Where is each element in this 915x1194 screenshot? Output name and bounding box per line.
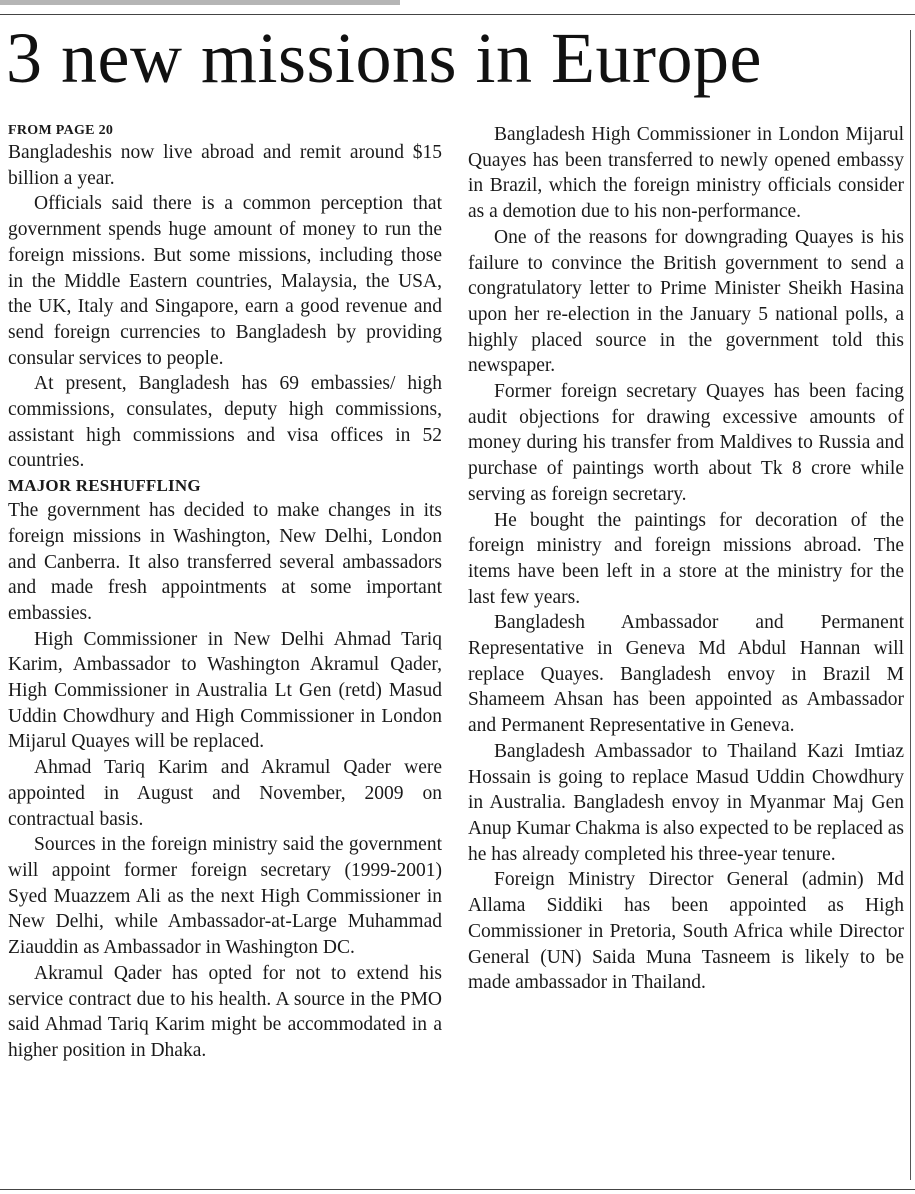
left-column xyxy=(8,122,442,1064)
paragraph: Bangladesh Ambassador and Permanent Representative in Geneva Md Abdul Hannan will replace Quayes. Bangladesh envoy in Brazil M Shameem Ahsan has been appointed as Ambassador and Permanent Representative in Geneva. xyxy=(468,612,904,737)
paragraph: Ahmad Tariq Karim and Akramul Qader were appointed in August and November, 2009 on contractual basis. xyxy=(8,757,442,830)
paragraph: He bought the paintings for decoration of the foreign ministry and foreign missions abroad. The items have been left in a store at the ministry for the last few years. xyxy=(468,509,904,608)
paragraph: Bangladesh High Commissioner in London Mijarul Quayes has been transferred to newly opened embassy in Brazil, which the foreign ministry officials consider as a demotion due to his non-performance. xyxy=(468,124,904,223)
right-column xyxy=(468,122,904,996)
paragraph: Akramul Qader has opted for not to extend his service contract due to his health. A source in the PMO said Ahmad Tariq Karim might be accommodated in a higher position in Dhaka. xyxy=(8,962,442,1061)
paragraph: Former foreign secretary Quayes has been facing audit objections for drawing excessive amounts of money during his transfer from Maldives to Russia and purchase of paintings worth about Tk 8 crore while serving as foreign secretary. xyxy=(468,381,904,505)
continued-from-label: FROM PAGE 20 xyxy=(8,123,114,138)
paragraph: Bangladeshis now live abroad and remit around $15 billion a year. xyxy=(8,142,442,189)
paragraph: One of the reasons for downgrading Quayes is his failure to convince the British government to send a congratulatory letter to Prime Minister Sheikh Hasina upon her re-election in the January 5 national polls, a highly placed source in the government told this newspaper. xyxy=(468,226,904,377)
headline: 3 new missions in Europe xyxy=(6,18,762,98)
bottom-rule xyxy=(0,1189,915,1190)
paragraph: Bangladesh Ambassador to Thailand Kazi Imtiaz Hossain is going to replace Masud Uddin Chowdhury in Australia. Bangladesh envoy in Myanmar Maj Gen Anup Kumar Chakma is also expected to be replaced as he has already completed his three-year tenure. xyxy=(468,740,904,865)
paragraph: Foreign Ministry Director General (admin) Md Allama Siddiki has been appointed as High Commissioner in Pretoria, South Africa while Director General (UN) Saida Muna Tasneem is likely to be made ambassador in Thailand. xyxy=(468,869,904,994)
subheading: MAJOR RESHUFFLING xyxy=(8,476,201,496)
paragraph: High Commissioner in New Delhi Ahmad Tariq Karim, Ambassador to Washington Akramul Qader, High Commissioner in Australia Lt Gen (retd) Masud Uddin Chowdhury and High Commissioner in London Mijarul Quayes will be replaced. xyxy=(8,628,442,753)
paragraph: At present, Bangladesh has 69 embassies/ high commissions, consulates, deputy high commissions, assistant high commissions and visa offices in 52 countries. xyxy=(8,373,442,472)
paragraph: Sources in the foreign ministry said the government will appoint former foreign secretary (1999-2001) Syed Muazzem Ali as the next High Commissioner in New Delhi, while Ambassador-at-Large Muhammad Ziauddin as Ambassador in Washington DC. xyxy=(8,834,442,959)
right-edge-rule xyxy=(910,30,915,1180)
paragraph: Officials said there is a common perception that government spends huge amount of money to run the foreign missions. But some missions, including those in the Middle Eastern countries, Malaysia, the USA, the UK, Italy and Singapore, earn a good revenue and send foreign currencies to Bangladesh by providing consular services to people. xyxy=(8,193,442,369)
clipped-header-strip xyxy=(0,0,400,5)
paragraph: The government has decided to make changes in its foreign missions in Washington, New Delhi, London and Canberra. It also transferred several ambassadors and made fresh appointments at some important embassies. xyxy=(8,500,442,624)
top-rule xyxy=(0,0,915,15)
